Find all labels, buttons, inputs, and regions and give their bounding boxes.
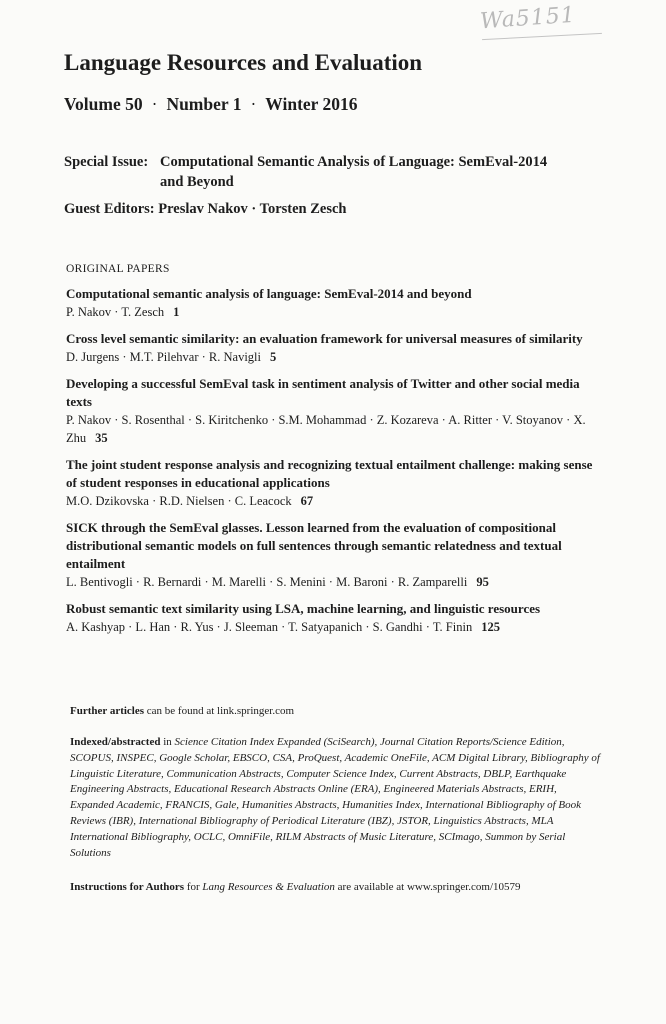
paper-authors-line: [66, 411, 606, 447]
stamp-underline: [482, 33, 602, 40]
paper-authors: A. Kashyap · L. Han · R. Yus · J. Sleeman · T. Satyapanich · S. Gandhi · T. Finin: [66, 620, 473, 634]
further-articles-label: Further articles: [70, 705, 145, 717]
instructions-for-authors: [70, 881, 521, 893]
paper-entry: [66, 456, 606, 510]
paper-authors-line: [66, 303, 606, 321]
paper-authors: P. Nakov · S. Rosenthal · S. Kiritchenko · S.M. Mohammad · Z. Kozareva · A. Ritter · V. Stoyanov · X. Zhu: [66, 413, 586, 445]
journal-abbrev: Lang Resources & Evaluation: [202, 881, 335, 893]
paper-authors: L. Bentivogli · R. Bernardi · M. Marelli · S. Menini · M. Baroni · R. Zamparelli: [66, 575, 468, 589]
instructions-text[interactable]: are available at www.springer.com/10579: [337, 881, 521, 893]
paper-entry: [66, 600, 606, 636]
paper-title[interactable]: Robust semantic text similarity using LSA, machine learning, and linguistic resources: [66, 601, 541, 616]
paper-authors-line: [66, 573, 606, 591]
paper-page: 95: [476, 575, 489, 589]
paper-page: 1: [173, 305, 180, 319]
indexed-in: in: [163, 736, 172, 748]
paper-page: 35: [95, 431, 108, 445]
paper-page: 67: [300, 494, 314, 508]
separator: ·: [151, 94, 158, 114]
paper-title[interactable]: The joint student response analysis and recognizing textual entailment challenge: making sense of student responses in educational applications: [66, 457, 593, 490]
paper-entry: [66, 375, 606, 447]
paper-title[interactable]: Cross level semantic similarity: an evaluation framework for universal measures of similarity: [66, 331, 583, 346]
separator: ·: [250, 94, 257, 114]
paper-entry: [66, 519, 606, 591]
paper-authors-line: [66, 348, 606, 366]
paper-title[interactable]: Computational semantic analysis of language: SemEval-2014 and beyond: [66, 286, 472, 301]
instructions-label: Instructions for Authors: [70, 881, 185, 893]
section-heading: ORIGINAL PAPERS: [66, 263, 170, 275]
handwritten-stamp: Wa5151: [479, 2, 577, 35]
special-issue-label: Special Issue:: [64, 154, 149, 170]
journal-title: Language Resources and Evaluation: [64, 50, 423, 75]
indexed-label: Indexed/abstracted: [70, 736, 161, 748]
guest-editors-label: Guest Editors:: [64, 201, 155, 217]
issue-number: Number 1: [166, 94, 242, 114]
paper-title[interactable]: Developing a successful SemEval task in sentiment analysis of Twitter and other social media texts: [66, 376, 580, 409]
papers-list: [66, 285, 606, 645]
special-issue-title-line2: and Beyond: [160, 174, 234, 190]
paper-entry: [66, 330, 606, 366]
issue-season: Winter 2016: [265, 94, 358, 114]
paper-page: 125: [481, 620, 500, 634]
volume: Volume 50: [64, 94, 143, 114]
special-issue-title-line1: Computational Semantic Analysis of Language: SemEval-2014: [160, 154, 548, 170]
paper-authors-line: [66, 618, 606, 636]
further-articles-text[interactable]: can be found at link.springer.com: [146, 705, 295, 717]
special-issue: [64, 152, 547, 192]
paper-authors: P. Nakov · T. Zesch: [66, 305, 165, 319]
indexed-abstracted: [70, 735, 600, 861]
instructions-for: for: [186, 881, 200, 893]
indexed-list: Science Citation Index Expanded (SciSearch), Journal Citation Reports/Science Edition, SCOPUS, INSPEC, Google Scholar, EBSCO, CSA, ProQuest, Academic OneFile, ACM Digital Library, Bibliography of Linguistic Literature, Communication Abstracts, Computer Science Index, Current Abstracts, DBLP, Earthquake Engineering Abstracts, Educational Research Abstracts Online (ERA), Engineered Materials Abstracts, ERIH, Expanded Academic, FRANCIS, Gale, Humanities Abstracts, Humanities Index, International Bibliography of Book Reviews (IBR), International Bibliography of Periodical Literature (IBZ), JSTOR, Linguistics Abstracts, MLA International Bibliography, OCLC, OmniFile, RILM Abstracts of Music Literature, SCImago, Summon by Serial Solutions: [70, 736, 600, 859]
guest-editors: [64, 201, 347, 218]
paper-authors: D. Jurgens · M.T. Pilehvar · R. Navigli: [66, 350, 262, 364]
paper-entry: [66, 285, 606, 321]
paper-title[interactable]: SICK through the SemEval glasses. Lesson learned from the evaluation of compositional distributional semantic models on full sentences through semantic relatedness and textual entailment: [66, 520, 562, 571]
issue-line: [64, 94, 358, 115]
paper-authors-line: [66, 492, 606, 510]
paper-authors: M.O. Dzikovska · R.D. Nielsen · C. Leacock: [66, 494, 292, 508]
guest-editors-names: Preslav Nakov · Torsten Zesch: [158, 201, 347, 217]
paper-page: 5: [270, 350, 277, 364]
further-articles: [70, 705, 294, 717]
